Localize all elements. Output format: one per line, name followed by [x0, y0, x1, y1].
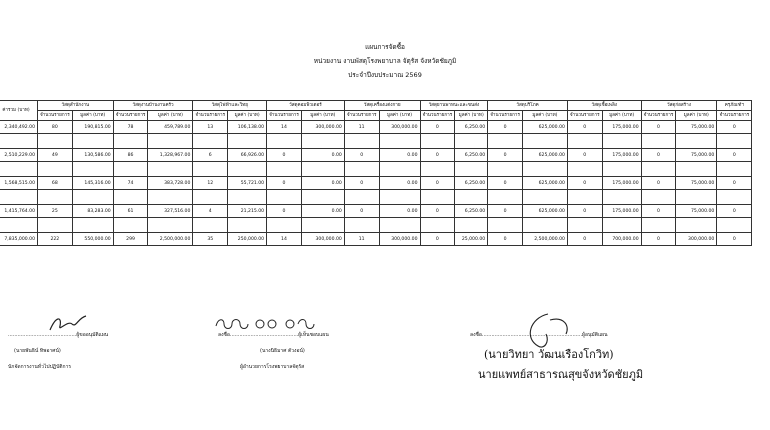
- group-header-2: วัสดุงานบ้านงานครัว: [113, 101, 193, 111]
- count-cell: 0: [344, 205, 379, 218]
- value-cell: 625,000.00: [522, 177, 567, 190]
- count-cell: 14: [267, 121, 302, 134]
- spacer-cell: [38, 190, 73, 205]
- count-cell: 0: [567, 177, 602, 190]
- spacer-cell: [455, 190, 488, 205]
- spacer-cell: [379, 134, 420, 149]
- spacer-cell: [522, 134, 567, 149]
- signature-2-scribble: [212, 314, 322, 332]
- value-subheader: มูลค่า (บาท): [676, 111, 717, 121]
- row-spacer: [0, 134, 752, 149]
- spacer-cell: [717, 218, 752, 233]
- signature-3-line: ลงชื่อ...............................................................ผู้อนุมัติแผน: [470, 332, 608, 338]
- spacer-cell: [717, 134, 752, 149]
- spacer-cell: [344, 190, 379, 205]
- count-subheader: จำนวนรายการ: [717, 111, 752, 121]
- group-header-9: วัสดุก่อสร้าง: [641, 101, 717, 111]
- row-total-cell: 7,835,000.00: [0, 233, 38, 246]
- spacer-cell: [267, 190, 302, 205]
- count-subheader: จำนวนรายการ: [267, 111, 302, 121]
- value-subheader: มูลค่า (บาท): [148, 111, 193, 121]
- count-cell: 222: [38, 233, 73, 246]
- spacer-cell: [379, 190, 420, 205]
- spacer-cell: [228, 162, 267, 177]
- spacer-cell: [676, 162, 717, 177]
- signature-3-name: (นายวิทยา วัฒนเรืองโกวิท): [484, 348, 614, 361]
- spacer-cell: [228, 190, 267, 205]
- spacer-cell: [602, 162, 641, 177]
- count-cell: 0: [641, 149, 676, 162]
- count-cell: 0: [488, 205, 523, 218]
- spacer-cell: [113, 162, 148, 177]
- spacer-cell: [379, 162, 420, 177]
- count-cell: 0: [717, 121, 752, 134]
- spacer-cell: [148, 190, 193, 205]
- count-cell: 11: [344, 233, 379, 246]
- count-subheader: จำนวนรายการ: [38, 111, 73, 121]
- spacer-cell: [0, 134, 38, 149]
- row-spacer: [0, 218, 752, 233]
- count-cell: 0: [567, 121, 602, 134]
- group-header-4: วัสดุคอมพิวเตอร์: [267, 101, 345, 111]
- count-cell: 78: [113, 121, 148, 134]
- spacer-cell: [193, 162, 228, 177]
- value-cell: 300,000.00: [301, 121, 344, 134]
- value-cell: 0.00: [301, 177, 344, 190]
- spacer-cell: [148, 218, 193, 233]
- count-cell: 0: [488, 177, 523, 190]
- value-cell: 550,000.00: [72, 233, 113, 246]
- signature-1-position: นักจัดการงานทั่วไปปฏิบัติการ: [8, 364, 72, 370]
- row-total-cell: 2,340,492.00: [0, 121, 38, 134]
- value-cell: 0.00: [379, 149, 420, 162]
- row-total-cell: 1,568,515.00: [0, 177, 38, 190]
- group-header-7: วัสดุบริโภค: [488, 101, 568, 111]
- spacer-cell: [420, 218, 455, 233]
- count-cell: 0: [420, 205, 455, 218]
- value-cell: 300,000.00: [676, 233, 717, 246]
- count-cell: 0: [717, 205, 752, 218]
- count-subheader: จำนวนรายการ: [113, 111, 148, 121]
- value-subheader: มูลค่า (บาท): [301, 111, 344, 121]
- spacer-cell: [113, 134, 148, 149]
- count-subheader: จำนวนรายการ: [488, 111, 523, 121]
- value-cell: 83,283.00: [72, 205, 113, 218]
- value-cell: 25,000.00: [455, 233, 488, 246]
- spacer-cell: [228, 134, 267, 149]
- spacer-cell: [488, 218, 523, 233]
- spacer-cell: [488, 162, 523, 177]
- spacer-cell: [602, 190, 641, 205]
- count-cell: 0: [567, 233, 602, 246]
- count-cell: 0: [420, 233, 455, 246]
- spacer-cell: [488, 190, 523, 205]
- spacer-cell: [641, 134, 676, 149]
- spacer-cell: [72, 218, 113, 233]
- count-cell: 0: [567, 205, 602, 218]
- count-subheader: จำนวนรายการ: [420, 111, 455, 121]
- spacer-cell: [38, 162, 73, 177]
- value-cell: 0.00: [379, 177, 420, 190]
- count-cell: 49: [38, 149, 73, 162]
- spacer-cell: [344, 134, 379, 149]
- spacer-cell: [72, 190, 113, 205]
- total-header: ค่ารวม (บาท): [0, 101, 38, 121]
- signature-1-line: ...........................................ผู้ขออนุมัติแผน: [8, 332, 109, 338]
- value-cell: 1,328,967.00: [148, 149, 193, 162]
- spacer-cell: [38, 218, 73, 233]
- value-cell: 2,500,000.00: [148, 233, 193, 246]
- table-row: [0, 177, 752, 190]
- spacer-cell: [455, 218, 488, 233]
- sub-header-row: [0, 111, 752, 121]
- row-total-cell: 1,415,764.00: [0, 205, 38, 218]
- spacer-cell: [0, 190, 38, 205]
- row-spacer: [0, 190, 752, 205]
- count-cell: 0: [420, 121, 455, 134]
- group-header-6: วัสดุยานพาหนะและขนส่ง: [420, 101, 488, 111]
- count-cell: 0: [641, 205, 676, 218]
- table-total-row: [0, 233, 752, 246]
- spacer-cell: [488, 134, 523, 149]
- spacer-cell: [567, 134, 602, 149]
- value-cell: 300,000.00: [301, 233, 344, 246]
- count-cell: 0: [344, 177, 379, 190]
- value-cell: 2,500,000.00: [522, 233, 567, 246]
- row-total-cell: 2,510,229.00: [0, 149, 38, 162]
- spacer-cell: [522, 162, 567, 177]
- count-cell: 11: [344, 121, 379, 134]
- value-cell: 250,000.00: [228, 233, 267, 246]
- spacer-cell: [0, 218, 38, 233]
- spacer-cell: [113, 218, 148, 233]
- count-cell: 4: [193, 205, 228, 218]
- count-cell: 0: [344, 149, 379, 162]
- count-cell: 6: [193, 149, 228, 162]
- value-cell: 175,000.00: [602, 177, 641, 190]
- spacer-cell: [602, 134, 641, 149]
- count-cell: 86: [113, 149, 148, 162]
- count-cell: 0: [267, 149, 302, 162]
- spacer-cell: [420, 190, 455, 205]
- spacer-cell: [267, 218, 302, 233]
- count-cell: 80: [38, 121, 73, 134]
- spacer-cell: [522, 190, 567, 205]
- value-cell: 75,000.00: [676, 205, 717, 218]
- count-cell: 68: [38, 177, 73, 190]
- value-subheader: มูลค่า (บาท): [455, 111, 488, 121]
- value-cell: 75,000.00: [676, 177, 717, 190]
- value-cell: 300,000.00: [379, 233, 420, 246]
- spacer-cell: [148, 134, 193, 149]
- value-cell: 75,000.00: [676, 121, 717, 134]
- group-header-3: วัสดุไฟฟ้าและวิทยุ: [193, 101, 267, 111]
- spacer-cell: [567, 162, 602, 177]
- count-cell: 0: [488, 233, 523, 246]
- spacer-cell: [344, 162, 379, 177]
- spacer-cell: [301, 218, 344, 233]
- value-cell: 6,250.00: [455, 121, 488, 134]
- count-subheader: จำนวนรายการ: [641, 111, 676, 121]
- group-header-10: ครุภัณฑ์ฯ: [717, 101, 752, 111]
- spacer-cell: [301, 190, 344, 205]
- spacer-cell: [420, 162, 455, 177]
- spacer-cell: [717, 190, 752, 205]
- table-row: [0, 121, 752, 134]
- value-cell: 55,721.00: [228, 177, 267, 190]
- count-cell: 12: [193, 177, 228, 190]
- value-cell: 130,586.00: [72, 149, 113, 162]
- spacer-cell: [641, 218, 676, 233]
- value-cell: 6,250.00: [455, 149, 488, 162]
- signature-1-name: (นายพันธิน์ ทิพอาศน์): [14, 348, 61, 354]
- value-cell: 175,000.00: [602, 149, 641, 162]
- count-cell: 0: [717, 177, 752, 190]
- spacer-cell: [38, 134, 73, 149]
- count-cell: 0: [267, 205, 302, 218]
- procurement-plan-table: [0, 100, 752, 246]
- value-cell: 0.00: [301, 149, 344, 162]
- count-cell: 0: [420, 177, 455, 190]
- value-cell: 459,789.00: [148, 121, 193, 134]
- spacer-cell: [193, 190, 228, 205]
- spacer-cell: [641, 162, 676, 177]
- spacer-cell: [193, 218, 228, 233]
- value-cell: 327,516.00: [148, 205, 193, 218]
- group-header-5: วัสดุเครื่องแต่งกาย: [344, 101, 420, 111]
- unit-line: หน่วยงาน งานพัสดุโรงพยาบาล จัตุรัส จังหวัดชัยภูมิ: [313, 57, 457, 65]
- spacer-cell: [148, 162, 193, 177]
- count-cell: 0: [488, 121, 523, 134]
- value-cell: 700,000.00: [602, 233, 641, 246]
- value-cell: 625,000.00: [522, 149, 567, 162]
- value-cell: 175,000.00: [602, 121, 641, 134]
- count-cell: 74: [113, 177, 148, 190]
- spacer-cell: [267, 162, 302, 177]
- fiscal-year-line: ประจำปีงบประมาณ 2569: [348, 71, 422, 79]
- value-cell: 145,316.00: [72, 177, 113, 190]
- group-header-1: วัสดุสำนักงาน: [38, 101, 114, 111]
- count-cell: 0: [488, 149, 523, 162]
- count-cell: 35: [193, 233, 228, 246]
- spacer-cell: [676, 134, 717, 149]
- spacer-cell: [567, 190, 602, 205]
- group-header-8: วัสดุเชื้อเพลิง: [567, 101, 641, 111]
- value-subheader: มูลค่า (บาท): [522, 111, 567, 121]
- spacer-cell: [420, 134, 455, 149]
- spacer-cell: [301, 162, 344, 177]
- spacer-cell: [455, 162, 488, 177]
- group-header-row: [0, 101, 752, 111]
- spacer-cell: [0, 162, 38, 177]
- count-cell: 0: [641, 121, 676, 134]
- spacer-cell: [522, 218, 567, 233]
- document-title: แผนการจัดซื้อ: [365, 43, 405, 51]
- count-cell: 0: [267, 177, 302, 190]
- value-cell: 21,215.00: [228, 205, 267, 218]
- signature-2-line: ลงชื่อ...........................................ผู้เห็นชอบแผน: [218, 332, 329, 338]
- count-cell: 0: [717, 233, 752, 246]
- value-cell: 6,250.00: [455, 177, 488, 190]
- spacer-cell: [602, 218, 641, 233]
- spacer-cell: [567, 218, 602, 233]
- count-cell: 13: [193, 121, 228, 134]
- spacer-cell: [676, 218, 717, 233]
- count-cell: 0: [641, 177, 676, 190]
- row-spacer: [0, 162, 752, 177]
- spacer-cell: [72, 162, 113, 177]
- table-row: [0, 205, 752, 218]
- count-cell: 0: [420, 149, 455, 162]
- value-cell: 66,926.00: [228, 149, 267, 162]
- value-cell: 625,000.00: [522, 205, 567, 218]
- value-cell: 625,000.00: [522, 121, 567, 134]
- spacer-cell: [267, 134, 302, 149]
- value-cell: 190,815.00: [72, 121, 113, 134]
- value-subheader: มูลค่า (บาท): [379, 111, 420, 121]
- count-cell: 25: [38, 205, 73, 218]
- spacer-cell: [676, 190, 717, 205]
- value-cell: 175,000.00: [602, 205, 641, 218]
- signature-2-name: (นางนิธิมาศ ตัวงอน์): [260, 348, 305, 354]
- spacer-cell: [301, 134, 344, 149]
- spacer-cell: [72, 134, 113, 149]
- count-cell: 0: [717, 149, 752, 162]
- value-cell: 75,000.00: [676, 149, 717, 162]
- value-cell: 106,138.00: [228, 121, 267, 134]
- count-cell: 0: [641, 233, 676, 246]
- value-subheader: มูลค่า (บาท): [228, 111, 267, 121]
- spacer-cell: [228, 218, 267, 233]
- spacer-cell: [641, 190, 676, 205]
- spacer-cell: [455, 134, 488, 149]
- signature-2-position: ผู้อำนวยการโรงพยาบาลจัตุรัส: [240, 364, 305, 370]
- spacer-cell: [344, 218, 379, 233]
- spacer-cell: [717, 162, 752, 177]
- table-body: [0, 121, 752, 246]
- value-cell: 0.00: [379, 205, 420, 218]
- value-cell: 383,728.00: [148, 177, 193, 190]
- count-cell: 61: [113, 205, 148, 218]
- spacer-cell: [113, 190, 148, 205]
- count-subheader: จำนวนรายการ: [193, 111, 228, 121]
- count-cell: 0: [567, 149, 602, 162]
- count-cell: 299: [113, 233, 148, 246]
- table-row: [0, 149, 752, 162]
- value-subheader: มูลค่า (บาท): [72, 111, 113, 121]
- value-cell: 300,000.00: [379, 121, 420, 134]
- value-subheader: มูลค่า (บาท): [602, 111, 641, 121]
- spacer-cell: [193, 134, 228, 149]
- signature-3-position: นายแพทย์สาธารณสุขจังหวัดชัยภูมิ: [478, 368, 644, 381]
- count-cell: 14: [267, 233, 302, 246]
- value-cell: 0.00: [301, 205, 344, 218]
- count-subheader: จำนวนรายการ: [344, 111, 379, 121]
- value-cell: 6,250.00: [455, 205, 488, 218]
- count-subheader: จำนวนรายการ: [567, 111, 602, 121]
- spacer-cell: [379, 218, 420, 233]
